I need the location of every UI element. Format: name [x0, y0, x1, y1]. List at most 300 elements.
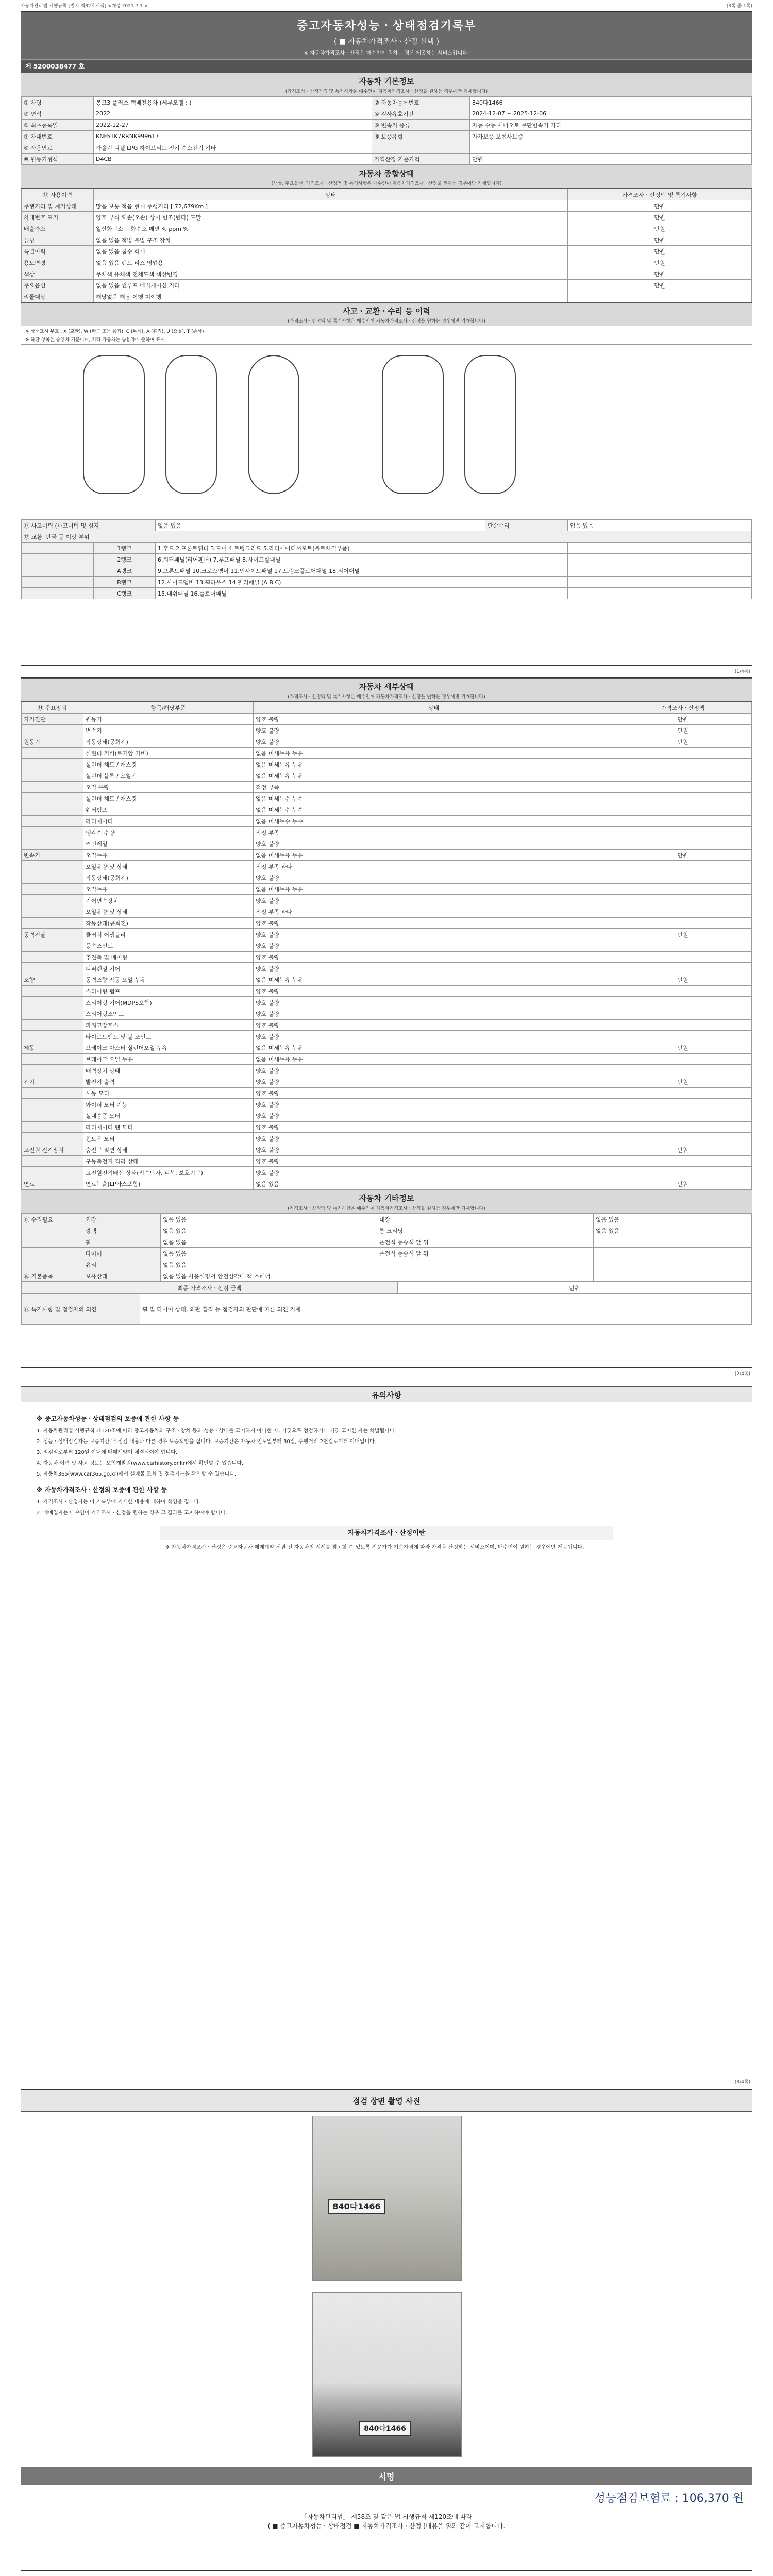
- detail-row: [22, 1167, 752, 1178]
- detail-item: 브레이크 오일 누유: [83, 1054, 254, 1065]
- page-mark-3: (3/4쪽): [734, 2080, 750, 2085]
- accident-table: [21, 519, 752, 599]
- other-item-a: 보유상태: [83, 1270, 161, 1282]
- detail-price: [614, 1088, 752, 1099]
- basic-info-row: [22, 131, 752, 142]
- general-item-status: 양호 부식 훼손(오손) 상이 변조(변타) 도말: [94, 212, 568, 223]
- basic-info-table: [21, 96, 752, 165]
- detail-price: [614, 906, 752, 918]
- detail-status: 양호 불량: [254, 1167, 614, 1178]
- detail-price: 만원: [614, 850, 752, 861]
- detail-group: [22, 725, 83, 736]
- general-col-usage: ⑪ 사용이력: [22, 189, 94, 200]
- other-item-b: [377, 1270, 594, 1282]
- detail-group: [22, 963, 83, 974]
- inspection-insurance-fee: [21, 2485, 752, 2510]
- detail-price: [614, 1065, 752, 1076]
- other-item-b-status: [594, 1248, 752, 1259]
- other-item-a: 광택: [83, 1225, 161, 1236]
- page-mark-2: (2/4쪽): [734, 1371, 750, 1377]
- other-group: [22, 1236, 83, 1248]
- detail-item: 냉각수 수량: [83, 827, 254, 838]
- detail-row: [22, 1065, 752, 1076]
- basic-info-row: [22, 142, 752, 154]
- other-info-row: [22, 1225, 752, 1236]
- detail-group: [22, 1156, 83, 1167]
- cert-number-value: 5200038477: [33, 63, 77, 70]
- basic-label: [372, 142, 470, 154]
- general-item-status: 없음 있음 적법 불법 구조 장치: [94, 234, 568, 246]
- notice-item: 5. 자동차365(www.car365.go.kr)에서 실매물 조회 및 점검기록을 확인할 수 있습니다.: [37, 1471, 237, 1477]
- detail-price: [614, 1008, 752, 1020]
- detail-item: 등속조인트: [83, 940, 254, 952]
- detail-status: 양호 불량: [254, 940, 614, 952]
- other-item-a-status: 없음 있음: [161, 1225, 377, 1236]
- general-item-status: 무채색 유채색 전체도색 색상변경: [94, 268, 568, 280]
- detail-item: 스티어링 기어(MDPS포함): [83, 997, 254, 1008]
- accident-rank-row: [22, 554, 752, 565]
- detail-status: 양호 불량: [254, 1031, 614, 1042]
- detail-status: 양호 불량: [254, 963, 614, 974]
- detail-heading: [21, 678, 752, 702]
- basic-value: 2024-12-07 ~ 2025-12-06: [470, 108, 752, 120]
- detail-group: [22, 804, 83, 816]
- detail-row: [22, 1110, 752, 1122]
- detail-item: 윈도우 모터: [83, 1133, 254, 1144]
- accident-rank-blank: [22, 577, 94, 588]
- detail-item: 연료누출(LP가스포함): [83, 1178, 254, 1190]
- detail-row: [22, 1133, 752, 1144]
- accident-rank-blank: [22, 565, 94, 577]
- general-item-price: 만원: [568, 200, 752, 212]
- detail-item: 원동기: [83, 714, 254, 725]
- detail-group: [22, 1020, 83, 1031]
- front-vehicle-photo: [312, 2116, 462, 2281]
- general-item-label: 리콜대상: [22, 291, 94, 302]
- detail-group: [22, 1065, 83, 1076]
- detail-price: 만원: [614, 736, 752, 748]
- accident-rank-parts: 15.대쉬패널 16.플로어패널: [156, 588, 568, 599]
- general-col-status: 상태: [94, 189, 568, 200]
- detail-row: [22, 850, 752, 861]
- detail-item: 커먼레일: [83, 838, 254, 850]
- fee-value: 106,370: [682, 2492, 729, 2505]
- detail-status: 양호 불량: [254, 725, 614, 736]
- detail-item: 스티어링 펌프: [83, 986, 254, 997]
- detail-price: [614, 940, 752, 952]
- detail-price: [614, 1133, 752, 1144]
- detail-row: [22, 804, 752, 816]
- accident-rank-label: A랭크: [94, 565, 156, 577]
- general-item-label: 색상: [22, 268, 94, 280]
- general-item-label: 튜닝: [22, 234, 94, 246]
- detail-status: 양호 불량: [254, 872, 614, 884]
- basic-label: ⑩ 원동기형식: [22, 154, 94, 165]
- other-group: ⑮ 수리필요: [22, 1214, 83, 1225]
- general-status-row: [22, 257, 752, 268]
- accident-rank-label: B랭크: [94, 577, 156, 588]
- general-item-label: 주요옵션: [22, 280, 94, 291]
- detail-item: 구동축전지 격리 상태: [83, 1156, 254, 1167]
- detail-price: 만원: [614, 725, 752, 736]
- detail-group: [22, 986, 83, 997]
- detail-status: 양호 불량: [254, 1065, 614, 1076]
- detail-price: [614, 963, 752, 974]
- basic-value: 2022-12-27: [94, 120, 372, 131]
- detail-group: [22, 1054, 83, 1065]
- detail-item: 기어변속장치: [83, 895, 254, 906]
- detail-row: [22, 1122, 752, 1133]
- general-item-label: 용도변경: [22, 257, 94, 268]
- detail-group: 동력전달: [22, 929, 83, 940]
- fee-unit: 원: [732, 2492, 744, 2505]
- detail-group: [22, 770, 83, 782]
- detail-price: [614, 838, 752, 850]
- page-2: [21, 677, 752, 1368]
- detail-header-row: [22, 702, 752, 714]
- detail-group: [22, 1008, 83, 1020]
- general-status-row: [22, 212, 752, 223]
- special-notes-text: 휠 및 타이어 상태, 외판 흠집 등 점검자의 판단에 따른 의견 기재: [140, 1294, 752, 1325]
- detail-price: 만원: [614, 1076, 752, 1088]
- basic-value: 840다1466: [470, 97, 752, 108]
- basic-info-row: [22, 108, 752, 120]
- detail-group: 제동: [22, 1042, 83, 1054]
- detail-row: [22, 974, 752, 986]
- detail-group: [22, 759, 83, 770]
- legal-declaration: [21, 2510, 752, 2533]
- accident-rank-row: [22, 588, 752, 599]
- rear-vehicle-photo: [312, 2292, 462, 2457]
- detail-status: 양호 불량: [254, 952, 614, 963]
- basic-label: ⑨ 사용연료: [22, 142, 94, 154]
- accident-rank-label: 1랭크: [94, 543, 156, 554]
- other-info-row: [22, 1270, 752, 1282]
- detail-group: [22, 1133, 83, 1144]
- detail-group: [22, 1099, 83, 1110]
- detail-item: 브레이크 마스터 실린더오일 누유: [83, 1042, 254, 1054]
- detail-item: 실내송풍 모터: [83, 1110, 254, 1122]
- basic-info-row: [22, 120, 752, 131]
- declaration-line-1: 「자동차관리법」 제58조 및 같은 법 시행규칙 제120조에 따라: [300, 2513, 473, 2520]
- detail-row: [22, 838, 752, 850]
- detail-item: 오일 유량: [83, 782, 254, 793]
- general-item-status: 해당없음 해당 이행 미이행: [94, 291, 568, 302]
- other-info-row: [22, 1214, 752, 1225]
- detail-status: 양호 불량: [254, 895, 614, 906]
- cert-suffix: 호: [78, 63, 85, 70]
- general-item-label: 주행거리 및 계기상태: [22, 200, 94, 212]
- general-status-row: [22, 246, 752, 257]
- detail-group: [22, 782, 83, 793]
- fee-label: 성능점검보험료 :: [594, 2492, 679, 2505]
- detail-row: [22, 725, 752, 736]
- detail-group: [22, 827, 83, 838]
- general-status-row: [22, 280, 752, 291]
- document-title-band: [21, 12, 752, 59]
- detail-item: 타이로드엔드 및 볼 조인트: [83, 1031, 254, 1042]
- general-status-title: 자동차 종합상태: [359, 169, 414, 178]
- cert-prefix: 제: [25, 63, 31, 70]
- detail-status: 양호 불량: [254, 1088, 614, 1099]
- detail-status: 양호 불량: [254, 1156, 614, 1167]
- detail-item: 동력조향 작동 오일 누유: [83, 974, 254, 986]
- basic-label: ③ 연식: [22, 108, 94, 120]
- document-title: 중고자동차성능ㆍ상태점검기록부: [296, 20, 477, 32]
- detail-price: [614, 1110, 752, 1122]
- car-outline-left: [83, 355, 145, 494]
- detail-item: 실린더 헤드 / 개스킷: [83, 759, 254, 770]
- photo-title: 점검 장면 촬영 사진: [352, 2096, 421, 2106]
- notice-body: [21, 1402, 752, 1569]
- detail-status: 없음 미세누유 누유: [254, 1042, 614, 1054]
- general-status-row: [22, 234, 752, 246]
- detail-price: 만원: [614, 1042, 752, 1054]
- other-item-b-status: [594, 1259, 752, 1270]
- detail-group: [22, 872, 83, 884]
- detail-row: [22, 1031, 752, 1042]
- accident-parts-label: ⑬ 교환, 판금 등 이상 부위: [22, 531, 752, 543]
- detail-item: 실린더 블록 / 오일팬: [83, 770, 254, 782]
- accident-rank-price: [568, 565, 752, 577]
- detail-group: [22, 1088, 83, 1099]
- detail-title: 자동차 세부상태: [359, 682, 414, 691]
- detail-price: [614, 1054, 752, 1065]
- basic-info-title: 자동차 기본정보: [359, 77, 414, 86]
- detail-price: [614, 770, 752, 782]
- detail-price: [614, 986, 752, 997]
- basic-label: ④ 검사유효기간: [372, 108, 470, 120]
- basic-label: ⑥ 변속기 종류: [372, 120, 470, 131]
- detail-col-header: 항목/해당부품: [83, 702, 254, 714]
- detail-status: 없음 미세누유 누유: [254, 850, 614, 861]
- detail-group: [22, 895, 83, 906]
- notice-item: 1. 자동차관리법 시행규칙 제120조에 따라 중고자동차의 구조ㆍ장치 등의 성능ㆍ상태를 고지하지 아니한 자, 거짓으로 점검하거나 거짓 고지한 자는 처벌됩니다.: [37, 1428, 396, 1434]
- page-1: [21, 11, 752, 666]
- detail-item: 라디에이터 팬 모터: [83, 1122, 254, 1133]
- other-group: ⑯ 기본품목: [22, 1270, 83, 1282]
- detail-item: 배력장치 상태: [83, 1065, 254, 1076]
- detail-group: [22, 861, 83, 872]
- general-status-row: [22, 223, 752, 234]
- detail-status: 양호 불량: [254, 1110, 614, 1122]
- other-item-b: 내장: [377, 1214, 594, 1225]
- detail-status: 양호 불량: [254, 1144, 614, 1156]
- detail-price: [614, 895, 752, 906]
- detail-price: 만원: [614, 1178, 752, 1190]
- notice-item: 1. 가격조사ㆍ산정자는 이 기록부에 기재한 내용에 대하여 책임을 집니다.: [37, 1499, 201, 1505]
- other-item-b-status: 없음 있음: [594, 1214, 752, 1225]
- detail-status: 적정 부족 과다: [254, 861, 614, 872]
- other-info-heading: [21, 1190, 752, 1213]
- detail-item: 실린더 커버(로커암 커버): [83, 748, 254, 759]
- accident-history-subtitle: (가격조사ㆍ산정액 및 특기사항은 매수인이 자동차가격조사ㆍ산정을 원하는 경우에만 기재합니다): [288, 319, 485, 324]
- price-service-box: [160, 1526, 613, 1555]
- detail-group: [22, 884, 83, 895]
- notice-item: 2. 성능ㆍ상태점검자는 보증기간 내 점검 내용과 다른 경우 보증책임을 집니다. 보증기간은 자동차 인도일부터 30일, 주행거리 2천킬로미터 이내입니다.: [37, 1439, 376, 1445]
- detail-row: [22, 748, 752, 759]
- basic-label: ② 자동차등록번호: [372, 97, 470, 108]
- notice-section-1: ※ 중고자동차성능ㆍ상태점검의 보증에 관한 사항 등: [37, 1415, 179, 1422]
- detail-row: [22, 1156, 752, 1167]
- detail-col-header: 상태: [254, 702, 614, 714]
- page-mark-1: (1/4쪽): [734, 669, 750, 674]
- detail-status: 양호 불량: [254, 918, 614, 929]
- detail-status: 적정 부족: [254, 782, 614, 793]
- general-item-price: 만원: [568, 234, 752, 246]
- accident-rank-price: [568, 554, 752, 565]
- detail-group: 변속기: [22, 850, 83, 861]
- detail-row: [22, 714, 752, 725]
- detail-price: [614, 872, 752, 884]
- detail-item: 라디에이터: [83, 816, 254, 827]
- detail-row: [22, 736, 752, 748]
- detail-price: [614, 759, 752, 770]
- page-3: [21, 1386, 752, 2076]
- accident-rank-blank: [22, 588, 94, 599]
- other-group: [22, 1248, 83, 1259]
- car-outline-frame: [382, 355, 444, 494]
- detail-price: [614, 816, 752, 827]
- detail-status: 양호 불량: [254, 1099, 614, 1110]
- detail-status: 양호 불량: [254, 1076, 614, 1088]
- detail-table: [21, 702, 752, 1190]
- detail-status: 양호 불량: [254, 986, 614, 997]
- detail-status: 적정 부족: [254, 827, 614, 838]
- detail-row: [22, 770, 752, 782]
- detail-group: 연료: [22, 1178, 83, 1190]
- detail-price: 만원: [614, 974, 752, 986]
- general-item-status: 없음 있음 침수 화재: [94, 246, 568, 257]
- detail-price: [614, 1156, 752, 1167]
- basic-label: 가격산정 기준가격: [372, 154, 470, 165]
- declaration-line-2: ( ■ 중고자동차성능ㆍ상태점검 ■ 자동차가격조사ㆍ산정 )내용을 위와 같이 고지합니다.: [267, 2522, 506, 2530]
- basic-value: 2022: [94, 108, 372, 120]
- notice-heading: [21, 1386, 752, 1402]
- detail-price: 만원: [614, 929, 752, 940]
- detail-group: [22, 952, 83, 963]
- detail-price: [614, 748, 752, 759]
- general-item-price: 만원: [568, 212, 752, 223]
- basic-label: ⑧ 보증유형: [372, 131, 470, 142]
- general-status-subtitle: (색상, 주요옵션, 가격조사ㆍ산정액 및 특기사항은 매수인이 자동차가격조사ㆍ산정을 원하는 경우에만 기재합니다): [271, 181, 502, 187]
- general-item-price: 만원: [568, 246, 752, 257]
- detail-status: 양호 불량: [254, 929, 614, 940]
- accident-rank-label: 2랭크: [94, 554, 156, 565]
- detail-row: [22, 827, 752, 838]
- special-notes-label: ⑰ 특기사항 및 점검자의 의견: [22, 1294, 140, 1325]
- detail-group: [22, 793, 83, 804]
- basic-info-subtitle: (가격조사ㆍ산정가격 및 특기사항은 매수인이 자동차가격조사ㆍ산정을 원하는 경우에만 기재합니다): [285, 89, 488, 94]
- other-item-b: 룸 크리닝: [377, 1225, 594, 1236]
- detail-item: 작동상태(공회전): [83, 736, 254, 748]
- accident-rank-price: [568, 588, 752, 599]
- detail-item: 오일유량 및 상태: [83, 906, 254, 918]
- general-status-row: [22, 200, 752, 212]
- accident-rank-price: [568, 543, 752, 554]
- accident-history-row: [22, 520, 752, 531]
- form-header-line: [21, 2, 752, 9]
- detail-status: 없음 미세누수 누수: [254, 793, 614, 804]
- general-item-label: 특별이력: [22, 246, 94, 257]
- certificate-number: [21, 59, 752, 73]
- other-item-a: 타이어: [83, 1248, 161, 1259]
- form-reference: 자동차관리법 시행규칙 [별지 제82호서식] <개정 2021.7.1.>: [21, 4, 148, 9]
- detail-price: [614, 782, 752, 793]
- accident-history-label: ⑫ 사고이력 (사고이력 및 심지: [22, 520, 156, 531]
- detail-item: 클러치 어셈블리: [83, 929, 254, 940]
- basic-value: D4CB: [94, 154, 372, 165]
- detail-row: [22, 918, 752, 929]
- accident-rank-row: [22, 543, 752, 554]
- detail-status: 없음 미세누유 누유: [254, 1054, 614, 1065]
- detail-row: [22, 884, 752, 895]
- other-group: [22, 1225, 83, 1236]
- detail-col-header: ⑭ 주요장치: [22, 702, 83, 714]
- accident-rank-label: C랭크: [94, 588, 156, 599]
- detail-item: 충전구 절연 상태: [83, 1144, 254, 1156]
- detail-row: [22, 1042, 752, 1054]
- detail-status: 양호 불량: [254, 997, 614, 1008]
- detail-status: 양호 불량: [254, 714, 614, 725]
- other-info-table: [21, 1213, 752, 1282]
- general-item-status: 일산화탄소 탄화수소 매연 % ppm %: [94, 223, 568, 234]
- accident-rank-blank: [22, 554, 94, 565]
- detail-status: 없음 미세누유 누유: [254, 884, 614, 895]
- detail-item: 작동상태(공회전): [83, 872, 254, 884]
- basic-info-row: [22, 97, 752, 108]
- basic-value: 자가보증 보험사보증: [470, 131, 752, 142]
- detail-price: [614, 861, 752, 872]
- detail-price: [614, 1031, 752, 1042]
- front-plate: 840다1466: [328, 2199, 385, 2214]
- detail-item: 워터펌프: [83, 804, 254, 816]
- basic-label: ① 차명: [22, 97, 94, 108]
- detail-row: [22, 1054, 752, 1065]
- final-price-value: 만원: [398, 1282, 752, 1294]
- detail-group: [22, 748, 83, 759]
- other-info-title: 자동차 기타정보: [359, 1194, 414, 1203]
- detail-price: [614, 1167, 752, 1178]
- detail-price: [614, 1099, 752, 1110]
- detail-price: [614, 997, 752, 1008]
- basic-label: ⑦ 차대번호: [22, 131, 94, 142]
- detail-status: 양호 불량: [254, 1133, 614, 1144]
- detail-row: [22, 963, 752, 974]
- detail-status: 양호 불량: [254, 1020, 614, 1031]
- detail-group: 전기: [22, 1076, 83, 1088]
- detail-row: [22, 872, 752, 884]
- notice-section-2: ※ 자동차가격조사ㆍ산정의 보증에 관한 사항 등: [37, 1486, 167, 1494]
- detail-row: [22, 861, 752, 872]
- detail-row: [22, 952, 752, 963]
- other-item-a-status: 없음 있음: [161, 1214, 377, 1225]
- detail-group: [22, 1167, 83, 1178]
- general-item-status: 없음 있음 썬루프 네비게이션 기타: [94, 280, 568, 291]
- general-item-price: 만원: [568, 268, 752, 280]
- detail-row: [22, 759, 752, 770]
- detail-price: [614, 1020, 752, 1031]
- detail-item: 오일유량 및 상태: [83, 861, 254, 872]
- car-outline-center-left: [165, 355, 217, 494]
- detail-status: 없음 있음: [254, 1178, 614, 1190]
- car-outline-right: [464, 355, 516, 494]
- service-note: ※ 자동차가격조사ㆍ산정은 매수인이 원하는 경우 제공하는 서비스입니다.: [304, 50, 469, 56]
- accident-rank-blank: [22, 543, 94, 554]
- other-item-b-status: [594, 1236, 752, 1248]
- accident-rank-row: [22, 577, 752, 588]
- detail-status: 없음 미세누유 누유: [254, 770, 614, 782]
